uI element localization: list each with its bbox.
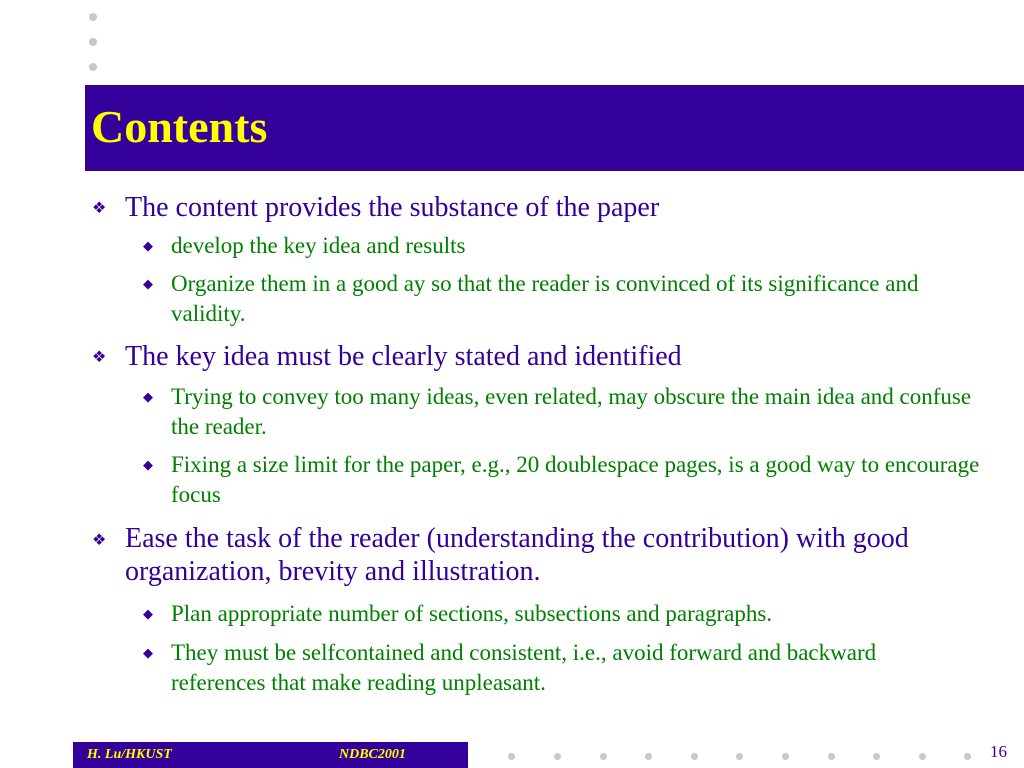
bullet-level1: The key idea must be clearly stated and identified xyxy=(125,341,682,372)
footer-dot-icon xyxy=(736,753,743,760)
diamond-bullet-icon: ◆ xyxy=(143,645,153,660)
footer-bar xyxy=(73,742,468,768)
bullet-level1: Ease the task of the reader (understanding the contribution) with good organization, brevity and illustration. xyxy=(125,523,909,587)
bullet-level2: Fixing a size limit for the paper, e.g., 20 doublespace pages, is a good way to encourage focus xyxy=(171,452,980,507)
footer-author: H. Lu/HKUST xyxy=(87,747,172,762)
bullet-level1: The content provides the substance of the paper xyxy=(125,192,660,223)
footer-dot-icon xyxy=(691,753,698,760)
diamond-bullet-icon: ◆ xyxy=(143,238,153,253)
footer-dot-icon xyxy=(600,753,607,760)
bullet-level2: They must be selfcontained and consistent, i.e., avoid forward and backward references that make reading unpleasant. xyxy=(171,640,877,695)
bullet-level2: develop the key idea and results xyxy=(171,233,466,258)
footer-dot-icon xyxy=(919,753,926,760)
footer-dot-icon xyxy=(964,753,971,760)
four-diamond-bullet-icon: ❖ xyxy=(92,200,107,217)
footer-dot-icon xyxy=(554,753,561,760)
bullet-level2: Plan appropriate number of sections, subsections and paragraphs. xyxy=(171,601,773,626)
footer-conference: NDBC2001 xyxy=(339,747,406,762)
footer-dot-icon xyxy=(828,753,835,760)
bullet-level2: Organize them in a good ay so that the reader is convinced of its significance and validity. xyxy=(171,271,919,326)
diamond-bullet-icon: ◆ xyxy=(143,457,153,472)
four-diamond-bullet-icon: ❖ xyxy=(92,532,107,549)
footer-dot-icon xyxy=(508,753,515,760)
footer-dot-icon xyxy=(782,753,789,760)
slide-title: Contents xyxy=(91,101,268,152)
page-number: 16 xyxy=(990,742,1007,761)
diamond-bullet-icon: ◆ xyxy=(143,276,153,291)
diamond-bullet-icon: ◆ xyxy=(143,606,153,621)
footer-dot-icon xyxy=(645,753,652,760)
diamond-bullet-icon: ◆ xyxy=(143,389,153,404)
footer-dot-icon xyxy=(873,753,880,760)
four-diamond-bullet-icon: ❖ xyxy=(92,349,107,366)
bullet-level2: Trying to convey too many ideas, even related, may obscure the main idea and confuse the reader. xyxy=(171,384,972,439)
